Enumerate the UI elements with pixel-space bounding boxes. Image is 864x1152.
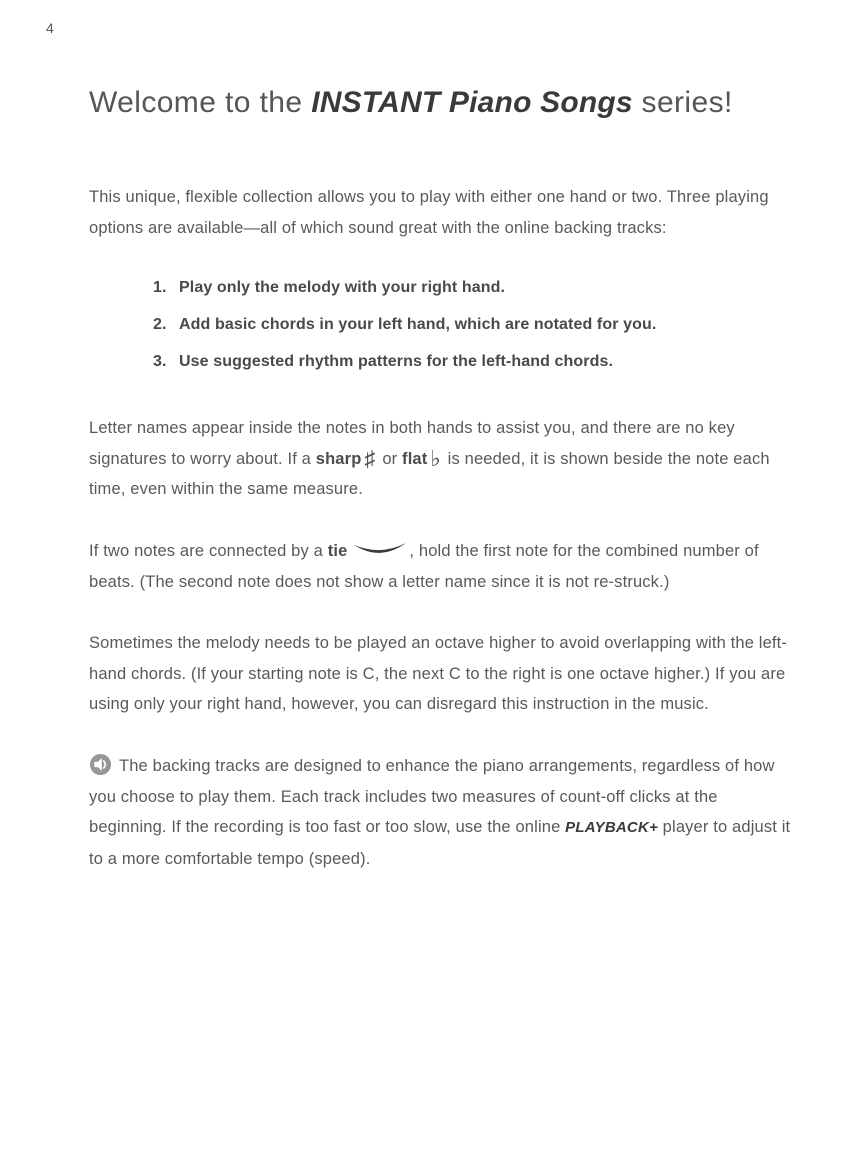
list-item-number: 2. [153,316,167,333]
list-item [153,276,859,300]
title-brand-text: INSTANT Piano Songs [311,86,633,119]
title-normal-text: series! [632,86,733,119]
list-item-label: Use suggested rhythm patterns for the left-hand chords. [179,353,613,370]
flat-icon: ♭ [430,445,441,471]
list-item [153,313,859,337]
speaker-icon [89,753,119,776]
letter-names-paragraph: Letter names appear inside the notes in both hands to assist you, and there are no key signatures to worry about. If a sharp ♯ or flat ♭ is needed, it is shown beside the note each time, even within the same measure. [89,419,770,498]
page-number: 4 [46,20,54,36]
title-normal-text: Welcome to the [89,86,312,119]
list-item-label: Play only the melody with your right hand. [179,279,506,296]
list-item [153,350,859,374]
playback-plus-logo: PLAYBACK+ [565,819,658,836]
tie-paragraph: If two notes are connected by a tie , hold the first note for the combined number of beats. (The second note does not show a letter name since it is not re-struck.) [89,542,759,591]
backing-tracks-paragraph: The backing tracks are designed to enhance the piano arrangements, regardless of how you choose to play them. Each track includes two measures of count-off clicks at the beginning. If the recording is too fast or too slow, use the online PLAYBACK+ player to adjust it to a more comfortable tempo (speed). [89,751,795,874]
octave-paragraph: Sometimes the melody needs to be played an octave higher to avoid overlapping with the left-hand chords. (If your starting note is C, the next C to the right is one octave higher.) If you are using only your right hand, however, you can disregard this instruction in the music. [89,634,788,713]
list-item-label: Add basic chords in your left hand, which are notated for you. [179,316,657,333]
list-item-number: 1. [153,279,167,296]
sharp-icon: ♯ [364,445,376,471]
playing-options-list [89,276,859,387]
list-item-number: 3. [153,353,167,370]
tie-icon [347,542,409,559]
intro-paragraph: This unique, flexible collection allows you to play with either one hand or two. Three playing options are available—all of which sound great with the online backing tracks: [89,188,769,237]
page-title [89,86,795,120]
